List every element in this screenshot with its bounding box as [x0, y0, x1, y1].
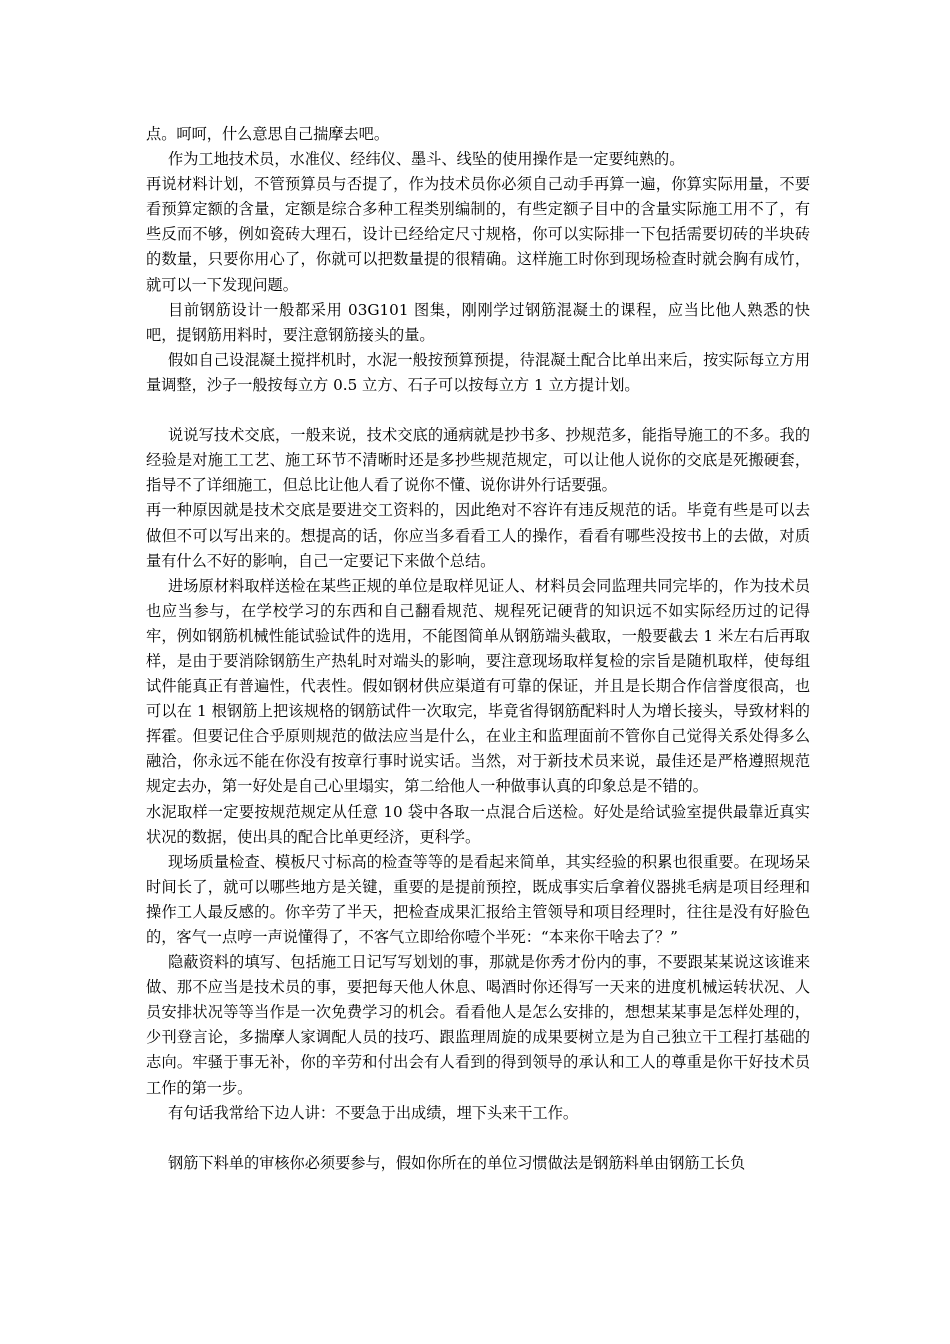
- paragraph-10: 现场质量检查、模板尺寸标高的检查等等的是看起来简单，其实经验的积累也很重要。在现场呆时间长了，就可以哪些地方是关键，重要的是提前预控，既成事实后拿着仪器挑毛病是项目经理和操作工人最反感的。你辛劳了半天，把检查成果汇报给主管领导和项目经理时，往往是没有好脸色的，客气一点哼一声说懂得了，不客气立即给你噎个半死：“本来你干啥去了？”: [146, 852, 810, 946]
- paragraph-4: 目前钢筋设计一般都采用 03G101 图集，刚刚学过钢筋混凝土的课程，应当比他人熟悉的快吧，提钢筋用料时，要注意钢筋接头的量。: [146, 300, 810, 344]
- paragraph-9: 水泥取样一定要按规范规定从任意 10 袋中各取一点混合后送检。好处是给试验室提供最靠近真实状况的数据，使出具的配合比单更经济，更科学。: [146, 802, 810, 846]
- paragraph-11: 隐蔽资料的填写、包括施工日记写写划划的事，那就是你秀才份内的事，不要跟某某说这该谁来做、那不应当是技术员的事，要把每天他人休息、喝酒时你还得写一天来的进度机械运转状况、人员安排状况等等当作是一次免费学习的机会。看看他人是怎么安排的，想想某某事是怎样处理的，少刊登言论，多揣摩人家调配人员的技巧、跟监理周旋的成果要树立是为自己独立干工程打基础的志向。牢骚于事无补，你的辛劳和付出会有人看到的得到领导的承认和工人的尊重是你干好技术员工作的第一步。: [146, 953, 810, 1097]
- paragraph-6: 说说写技术交底，一般来说，技术交底的通病就是抄书多、抄规范多，能指导施工的不多。我的经验是对施工工艺、施工环节不清晰时还是多抄些规范规定，可以让他人说你的交底是死搬硬套，指导不了详细施工，但总比让他人看了说你不懂、说你讲外行话要强。: [146, 426, 810, 495]
- paragraph-8: 进场原材料取样送检在某些正规的单位是取样见证人、材料员会同监理共同完毕的，作为技术员也应当参与，在学校学习的东西和自己翻看规范、规程死记硬背的知识远不如实际经历过的记得牢，例如钢筋机械性能试验试件的选用，不能图简单从钢筋端头截取，一般要截去 1 米左右后再取样，是由于要消除钢筋生产热轧时对端头的影响，要注意现场取样复检的宗旨是随机取样，使每组试件能真正有普遍性，代表性。假如钢材供应渠道有可靠的保证，并且是长期合作信誉度很高，也可以在 1 根钢筋上把该规格的钢筋试件一次取完，毕竟省得钢筋配料时人为增长接头，导致材料的挥霍。但要记住合乎原则规范的做法应当是什么，在业主和监理面前不管你自己觉得关系处得多么融洽，你永远不能在你没有按章行事时说实话。当然，对于新技术员来说，最佳还是严格遵照规范规定去办，第一好处是自己心里塌实，第二给他人一种做事认真的印象总是不错的。: [146, 576, 810, 796]
- paragraph-1: 点。呵呵，什么意思自己揣摩去吧。: [146, 125, 389, 143]
- paragraph-5: 假如自己设混凝土搅拌机时，水泥一般按预算预提，待混凝土配合比单出来后，按实际每立方用量调整，沙子一般按每立方 0.5 立方、石子可以按每立方 1 立方提计划。: [146, 350, 810, 394]
- paragraph-3: 再说材料计划，不管预算员与否提了，作为技术员你必须自己动手再算一遍，你算实际用量，不要看预算定额的含量，定额是综合多种工程类别编制的，有些定额子目中的含量实际施工用不了，有些反而不够，例如瓷砖大理石，设计已经给定尺寸规格，你可以实际排一下包括需要切砖的半块砖的数量，只要你用心了，你就可以把数量提的很精确。这样施工时你到现场检查时就会胸有成竹，就可以一下发现问题。: [146, 175, 810, 294]
- blank-line: [146, 398, 810, 423]
- paragraph-12: 有句话我常给下边人讲：不要急于出成绩，埋下头来干工作。: [168, 1103, 579, 1122]
- document-body: [146, 122, 810, 1176]
- blank-line: [146, 1126, 810, 1151]
- paragraph-7: 再一种原因就是技术交底是要进交工资料的，因此绝对不容许有违反规范的话。毕竟有些是可以去做但不可以写出来的。想提高的话，你应当多看看工人的操作，看看有哪些没按书上的去做，对质量有什么不好的影响，自己一定要记下来做个总结。: [146, 501, 810, 570]
- paragraph-2: 作为工地技术员，水准仪、经纬仪、墨斗、线坠的使用操作是一定要纯熟的。: [168, 150, 685, 169]
- paragraph-13: 钢筋下料单的审核你必须要参与，假如你所在的单位习惯做法是钢筋料单由钢筋工长负: [168, 1153, 746, 1172]
